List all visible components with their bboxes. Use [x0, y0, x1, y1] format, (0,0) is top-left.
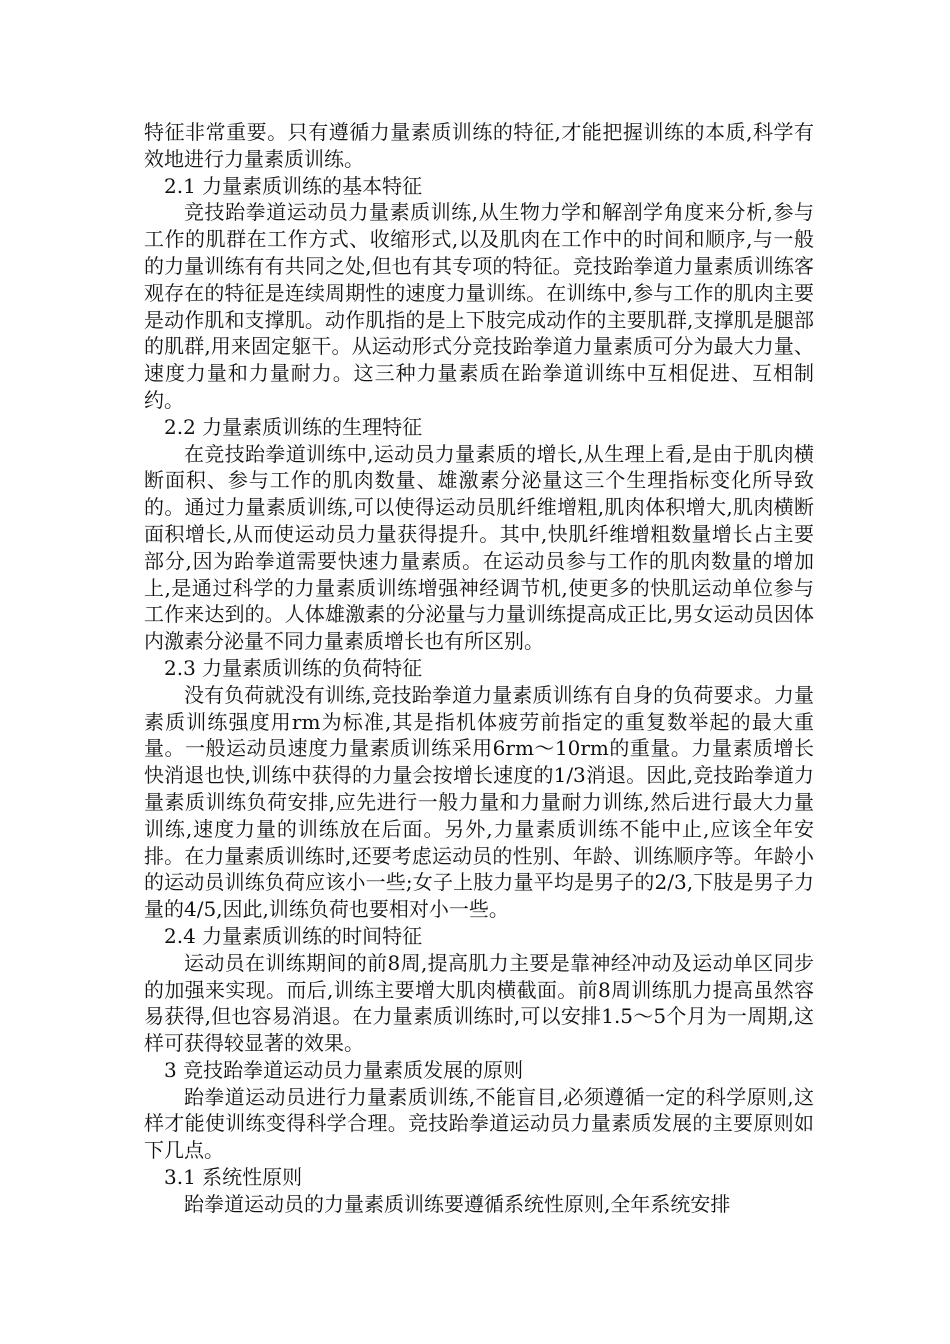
- section-heading-2-1: 2.1 力量素质训练的基本特征: [164, 173, 423, 198]
- body-paragraph: 运动员在训练期间的前8周,提高肌力主要是靠神经冲动及运动单区同步的加强来实现。而后,训练主要增大肌肉横截面。前8周训练肌力提高虽然容易获得,但也容易消退。在力量素质训练时,可以安排1.5～5个月为一周期,这样可获得较显著的效果。: [144, 950, 814, 1056]
- section-heading-3: 3 竞技跆拳道运动员力量素质发展的原则: [164, 1057, 524, 1082]
- section-heading-2-3: 2.3 力量素质训练的负荷特征: [164, 655, 423, 680]
- body-paragraph: 跆拳道运动员进行力量素质训练,不能盲目,必须遵循一定的科学原则,这样才能使训练变得科学合理。竞技跆拳道运动员力量素质发展的主要原则如下几点。: [144, 1084, 814, 1163]
- body-paragraph: 在竞技跆拳道训练中,运动员力量素质的增长,从生理上看,是由于肌肉横断面积、参与工作的肌肉数量、雄激素分泌量这三个生理指标变化所导致的。通过力量素质训练,可以使得运动员肌纤维增粗,肌肉体积增大,肌肉横断面积增长,从而使运动员力量获得提升。其中,快肌纤维增粗数量增长占主要部分,因为跆拳道需要快速力量素质。在运动员参与工作的肌肉数量的增加上,是通过科学的力量素质训练增强神经调节机,使更多的快肌运动单位参与工作来达到的。人体雄激素的分泌量与力量训练提高成正比,男女运动员因体内激素分泌量不同力量素质增长也有所区别。: [144, 441, 814, 654]
- body-paragraph: 跆拳道运动员的力量素质训练要遵循系统性原则,全年系统安排: [184, 1191, 731, 1216]
- body-paragraph-continued: 特征非常重要。只有遵循力量素质训练的特征,才能把握训练的本质,科学有效地进行力量素质训练。: [144, 120, 814, 171]
- section-heading-3-1: 3.1 系统性原则: [164, 1165, 303, 1190]
- section-heading-2-4: 2.4 力量素质训练的时间特征: [164, 923, 423, 948]
- body-paragraph: 没有负荷就没有训练,竞技跆拳道力量素质训练有自身的负荷要求。力量素质训练强度用rm为标准,其是指机体疲劳前指定的重复数举起的最大重量。一般运动员速度力量素质训练采用6rm～10rm的重量。力量素质增长快消退也快,训练中获得的力量会按增长速度的1/3消退。因此,竞技跆拳道力量素质训练负荷安排,应先进行一般力量和力量耐力训练,然后进行最大力量训练,速度力量的训练放在后面。另外,力量素质训练不能中止,应该全年安排。在力量素质训练时,还要考虑运动员的性别、年龄、训练顺序等。年龄小的运动员训练负荷应该小一些;女子上肢力量平均是男子的2/3,下肢是男子力量的4/5,因此,训练负荷也要相对小一些。: [144, 682, 814, 922]
- article-body: [144, 119, 814, 1218]
- section-heading-2-2: 2.2 力量素质训练的生理特征: [164, 414, 423, 439]
- body-paragraph: 竞技跆拳道运动员力量素质训练,从生物力学和解剖学角度来分析,参与工作的肌群在工作方式、收缩形式,以及肌肉在工作中的时间和顺序,与一般的力量训练有有共同之处,但也有其专项的特征。竞技跆拳道力量素质训练客观存在的特征是连续周期性的速度力量训练。在训练中,参与工作的肌肉主要是动作肌和支撑肌。动作肌指的是上下肢完成动作的主要肌群,支撑肌是腿部的肌群,用来固定躯干。从运动形式分竞技跆拳道力量素质可分为最大力量、速度力量和力量耐力。这三种力量素质在跆拳道训练中互相促进、互相制约。: [144, 200, 814, 412]
